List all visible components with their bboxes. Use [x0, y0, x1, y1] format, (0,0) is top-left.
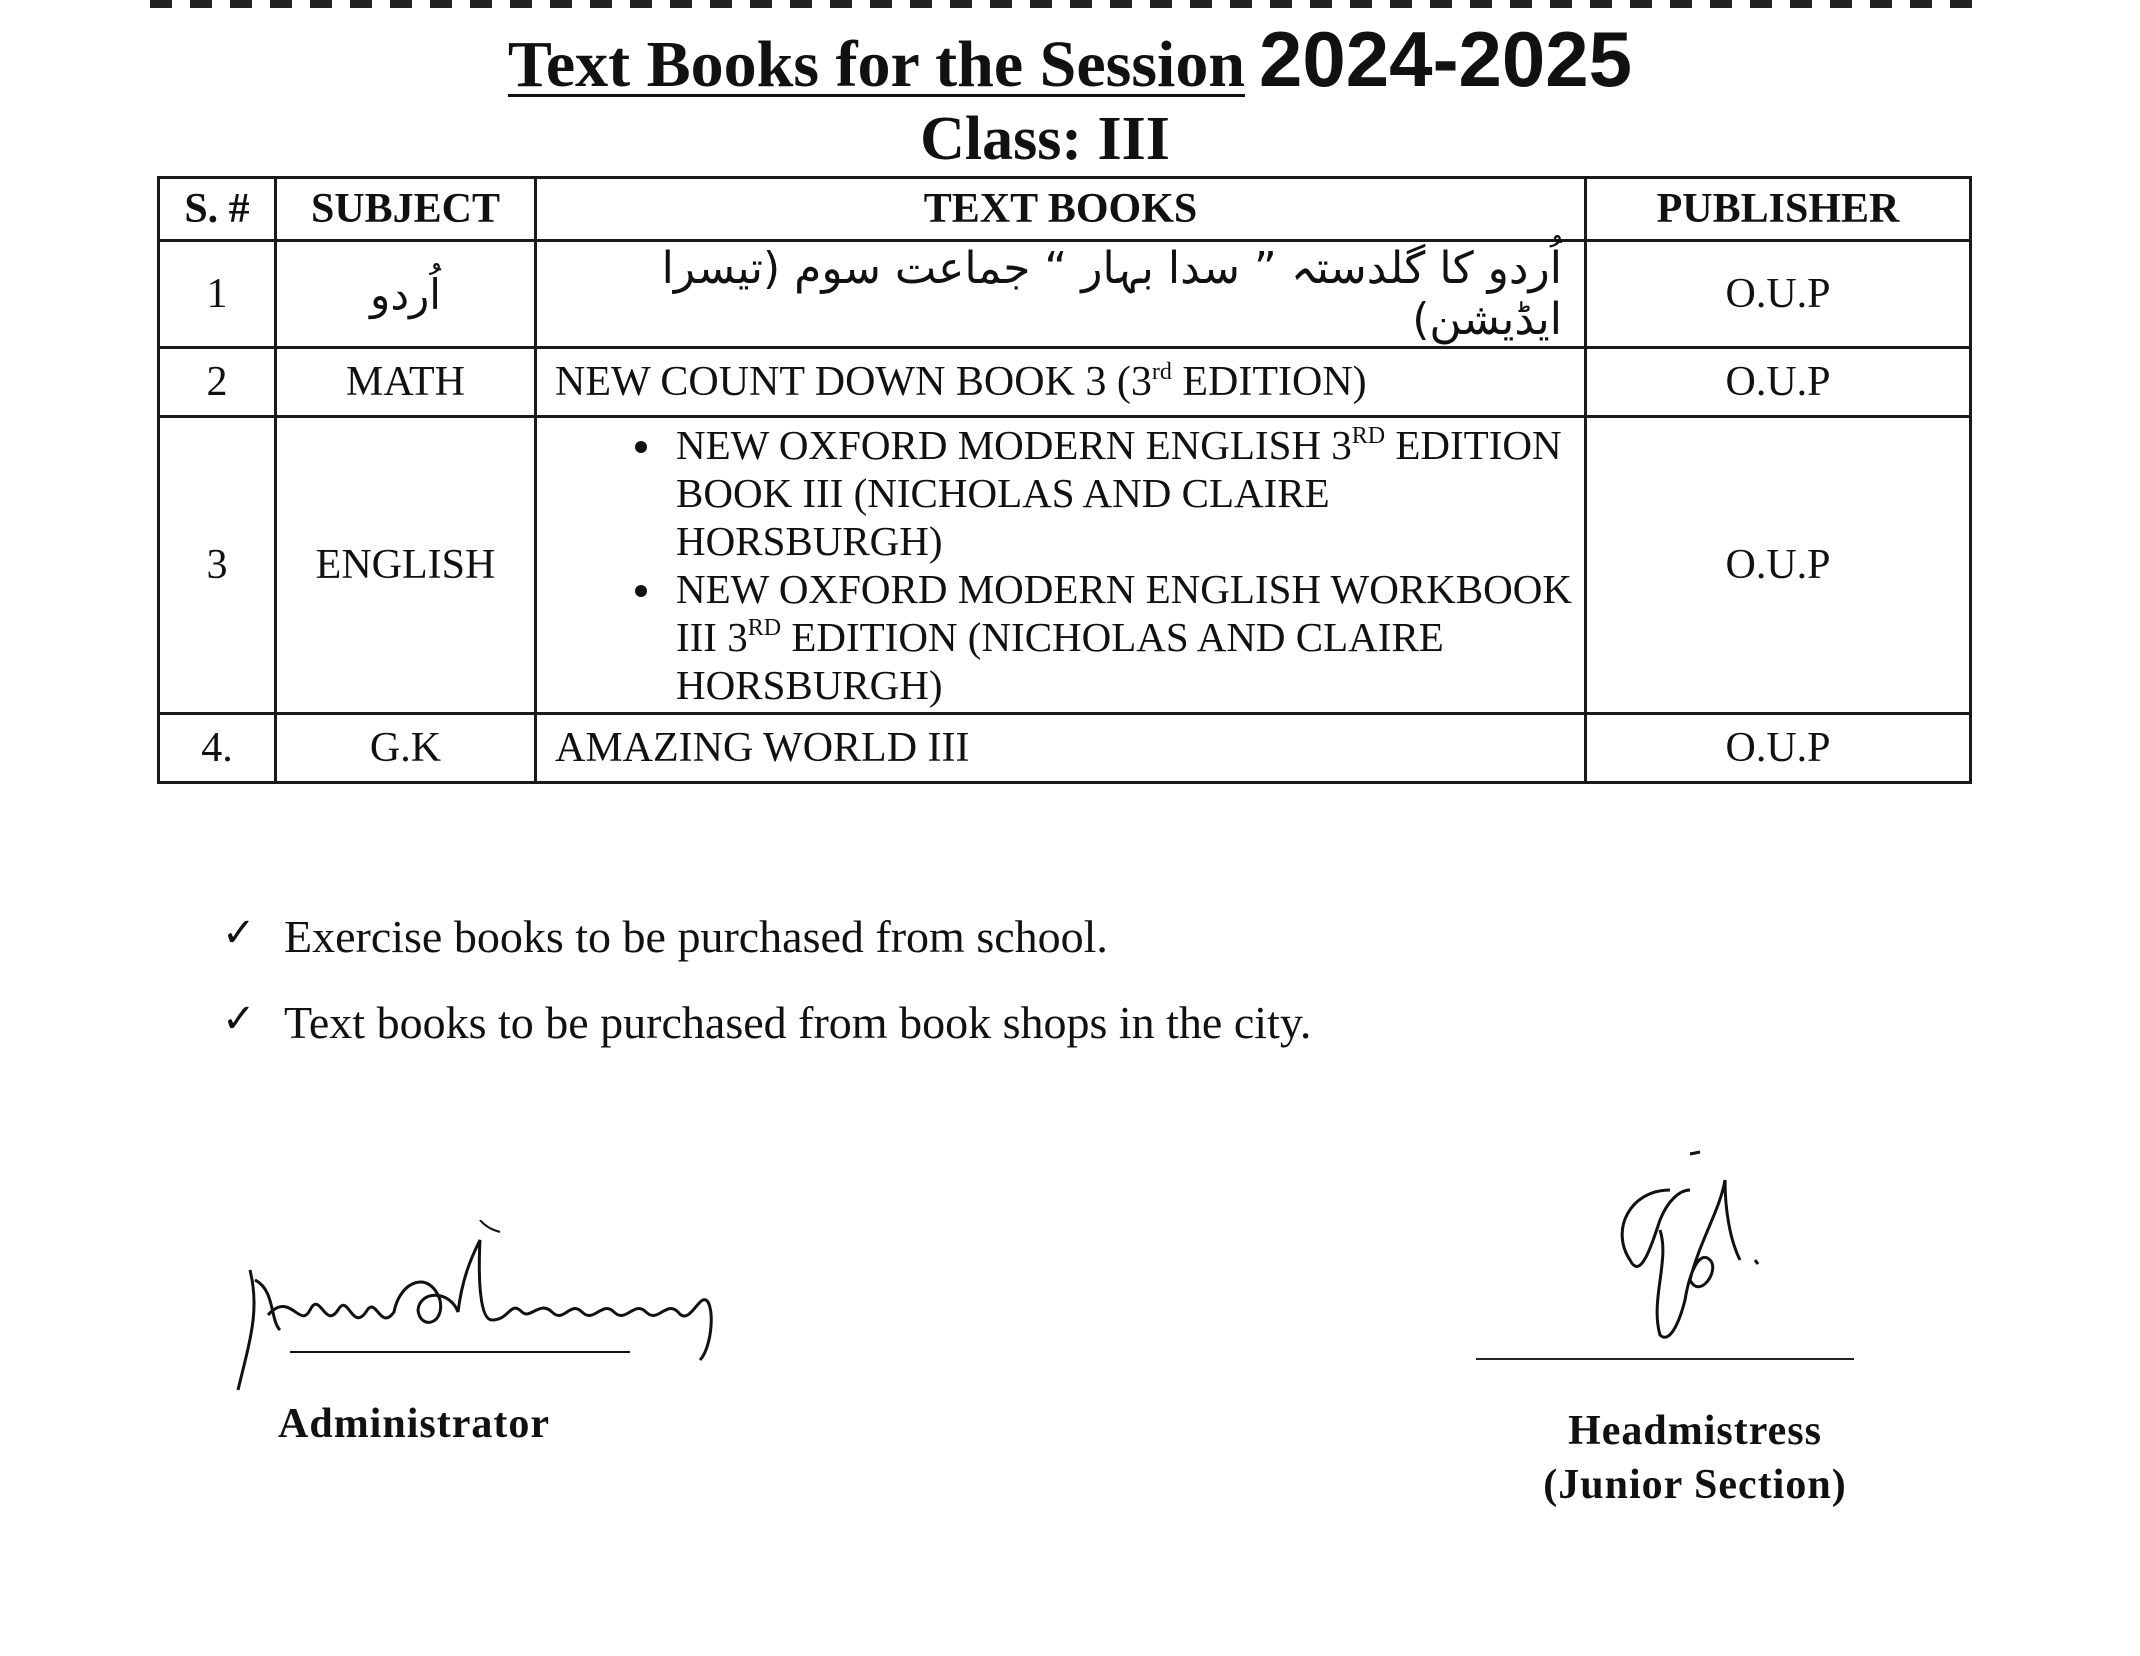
- cell-sno: 4.: [159, 714, 276, 783]
- cell-publisher: O.U.P: [1586, 348, 1971, 417]
- title-text: Text Books for the Session: [507, 28, 1246, 101]
- checkmark-icon: ✓: [222, 996, 256, 1042]
- cell-publisher: O.U.P: [1586, 417, 1971, 714]
- checkmark-icon: ✓: [222, 910, 256, 956]
- cell-book: [536, 348, 1586, 417]
- cell-sno: 1: [159, 241, 276, 348]
- table-row: [159, 241, 1971, 348]
- notes-list: [222, 910, 1311, 1082]
- book-title: NEW OXFORD MODERN ENGLISH WORKBOOK III 3: [676, 566, 1572, 660]
- session-year: 2024-2025: [1259, 15, 1633, 103]
- col-header-subject: SUBJECT: [276, 178, 536, 241]
- book-title-tail: EDITION): [1171, 359, 1367, 405]
- book-title-tail: EDITION BOOK III (NICHOLAS AND CLAIRE HORSBURGH): [676, 422, 1562, 564]
- headmistress-title: Headmistress: [1568, 1408, 1822, 1454]
- table-row: [159, 348, 1971, 417]
- class-label: Class: III: [920, 105, 1170, 173]
- book-title-tail: EDITION (NICHOLAS AND CLAIRE HORSBURGH): [676, 614, 1444, 708]
- book-superscript: RD: [1351, 423, 1386, 449]
- col-header-text-books: TEXT BOOKS: [536, 178, 1586, 241]
- table-row: [159, 714, 1971, 783]
- cell-subject: اُردو: [276, 241, 536, 348]
- note-text: Text books to be purchased from book shops in the city.: [284, 997, 1312, 1048]
- cell-book: AMAZING WORLD III: [536, 714, 1586, 783]
- top-dashed-border: [150, 0, 1990, 8]
- headmistress-section: (Junior Section): [1543, 1462, 1847, 1508]
- col-header-sno: S. #: [159, 178, 276, 241]
- col-header-publisher: PUBLISHER: [1586, 178, 1971, 241]
- headmistress-label: [1500, 1404, 1890, 1512]
- book-superscript: RD: [747, 615, 782, 641]
- cell-publisher: O.U.P: [1586, 241, 1971, 348]
- note-text: Exercise books to be purchased from school.: [284, 911, 1108, 962]
- textbooks-table: [157, 176, 1972, 784]
- cell-book: [536, 417, 1586, 714]
- cell-sno: 2: [159, 348, 276, 417]
- cell-subject: G.K: [276, 714, 536, 783]
- list-item: [666, 565, 1583, 709]
- document-title: [0, 14, 2140, 105]
- administrator-signature: [230, 1220, 830, 1400]
- book-superscript: rd: [1151, 359, 1172, 385]
- book-list: [538, 421, 1583, 709]
- list-item: [222, 996, 1311, 1082]
- table-row: [159, 417, 1971, 714]
- headmistress-signature: [1590, 1150, 1810, 1350]
- administrator-label: Administrator: [278, 1401, 550, 1447]
- cell-subject: MATH: [276, 348, 536, 417]
- signature-line: [1476, 1358, 1854, 1360]
- table-header-row: [159, 178, 1971, 241]
- book-title: NEW COUNT DOWN BOOK 3 (3: [555, 359, 1152, 405]
- cell-book: اُردو کا گلدستہ ” سدا بہار “ جماعت سوم (تیسرا ایڈیشن): [536, 241, 1586, 348]
- cell-subject: ENGLISH: [276, 417, 536, 714]
- list-item: [666, 421, 1583, 565]
- book-title: NEW OXFORD MODERN ENGLISH 3: [676, 422, 1352, 468]
- cell-sno: 3: [159, 417, 276, 714]
- cell-publisher: O.U.P: [1586, 714, 1971, 783]
- list-item: [222, 910, 1311, 996]
